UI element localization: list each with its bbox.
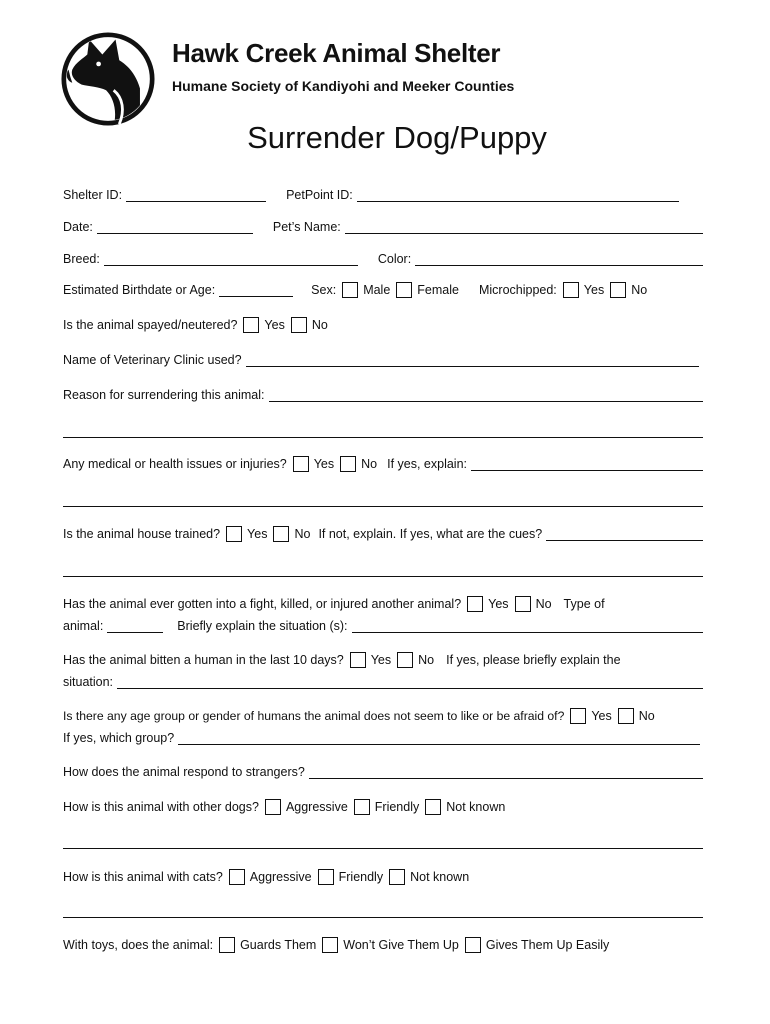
cats-question: How is this animal with cats? <box>63 870 223 884</box>
cats-not-known-checkbox[interactable] <box>389 869 405 885</box>
strangers-field[interactable] <box>309 764 703 779</box>
animal-type-field[interactable] <box>107 618 163 633</box>
cats-not-known-label: Not known <box>410 870 470 884</box>
birthdate-row <box>63 278 703 300</box>
medical-yes-label: Yes <box>313 457 335 471</box>
reason-field[interactable] <box>269 387 704 402</box>
fight-no-checkbox[interactable] <box>515 596 531 612</box>
bitten-no-label: No <box>418 653 435 667</box>
cats-aggressive-label: Aggressive <box>249 870 312 884</box>
medical-extra-line[interactable] <box>63 506 703 507</box>
reason-row <box>63 383 703 405</box>
date-row <box>63 215 703 237</box>
birthdate-field[interactable] <box>219 282 293 297</box>
situation-label: situation: <box>63 675 114 689</box>
pets-name-field[interactable] <box>345 219 703 234</box>
house-trained-extra-line[interactable] <box>63 576 703 577</box>
petpoint-id-field[interactable] <box>357 187 679 202</box>
gives-up-checkbox[interactable] <box>465 937 481 953</box>
microchipped-label: Microchipped: <box>478 283 557 297</box>
house-trained-question: Is the animal house trained? <box>63 527 221 541</box>
cats-row <box>63 865 703 887</box>
dogs-not-known-label: Not known <box>446 800 506 814</box>
birthdate-label: Estimated Birthdate or Age: <box>63 283 216 297</box>
house-trained-yes-checkbox[interactable] <box>226 526 242 542</box>
medical-yes-checkbox[interactable] <box>293 456 309 472</box>
shelter-id-field[interactable] <box>126 187 266 202</box>
fight-explain-field[interactable] <box>352 618 703 633</box>
color-field[interactable] <box>415 251 703 266</box>
bitten-yes-checkbox[interactable] <box>350 652 366 668</box>
male-label: Male <box>363 283 391 297</box>
medical-explain-label: If yes, explain: <box>387 457 468 471</box>
date-label: Date: <box>63 220 93 234</box>
breed-label: Breed: <box>63 252 100 266</box>
cats-friendly-checkbox[interactable] <box>318 869 334 885</box>
organization-name: Hawk Creek Animal Shelter <box>172 38 501 68</box>
strangers-row <box>63 760 703 782</box>
house-trained-row <box>63 522 703 544</box>
animal-label: animal: <box>63 619 104 633</box>
house-trained-no-checkbox[interactable] <box>273 526 289 542</box>
dogs-not-known-checkbox[interactable] <box>425 799 441 815</box>
house-trained-explain-field[interactable] <box>546 526 703 541</box>
dogs-aggressive-checkbox[interactable] <box>265 799 281 815</box>
reason-label: Reason for surrendering this animal: <box>63 388 265 402</box>
dogs-aggressive-label: Aggressive <box>285 800 348 814</box>
dogs-friendly-checkbox[interactable] <box>354 799 370 815</box>
fight-detail-row <box>63 614 703 636</box>
microchipped-no-checkbox[interactable] <box>610 282 626 298</box>
microchipped-yes-label: Yes <box>583 283 605 297</box>
spayed-yes-label: Yes <box>264 318 285 332</box>
wont-give-label: Won’t Give Them Up <box>343 938 459 952</box>
type-of-label: Type of <box>563 597 605 611</box>
briefly-explain-label: Briefly explain the situation (s): <box>177 619 348 633</box>
house-trained-explain-label: If not, explain. If yes, what are the cues? <box>318 527 543 541</box>
fight-row <box>63 592 703 614</box>
medical-no-label: No <box>361 457 378 471</box>
age-group-row <box>63 704 706 726</box>
situation-row <box>63 670 703 692</box>
fight-question: Has the animal ever gotten into a fight, killed, or injured another animal? <box>63 597 462 611</box>
pets-name-label: Pet’s Name: <box>272 220 341 234</box>
dogs-friendly-label: Friendly <box>374 800 420 814</box>
other-dogs-row <box>63 795 703 817</box>
wont-give-checkbox[interactable] <box>322 937 338 953</box>
medical-row <box>63 452 703 474</box>
strangers-question: How does the animal respond to strangers? <box>63 765 305 779</box>
age-group-no-label: No <box>638 709 655 723</box>
microchipped-yes-checkbox[interactable] <box>563 282 579 298</box>
toys-row <box>63 933 703 955</box>
breed-field[interactable] <box>104 251 358 266</box>
which-group-label: If yes, which group? <box>63 731 175 745</box>
id-row <box>63 183 703 205</box>
color-label: Color: <box>377 252 412 266</box>
organization-subtitle: Humane Society of Kandiyohi and Meeker Counties <box>172 78 515 94</box>
date-field[interactable] <box>97 219 253 234</box>
form-title: Surrender Dog/Puppy <box>247 120 547 155</box>
bitten-yes-label: Yes <box>370 653 392 667</box>
microchipped-no-label: No <box>631 283 648 297</box>
vet-clinic-label: Name of Veterinary Clinic used? <box>63 353 242 367</box>
breed-row <box>63 247 703 269</box>
petpoint-id-label: PetPoint ID: <box>286 188 353 202</box>
bitten-no-checkbox[interactable] <box>397 652 413 668</box>
which-group-row <box>63 726 700 748</box>
spayed-row <box>63 313 703 335</box>
female-label: Female <box>417 283 459 297</box>
age-group-question: Is there any age group or gender of humans the animal does not seem to like or be afraid of? <box>63 709 565 723</box>
cats-aggressive-checkbox[interactable] <box>229 869 245 885</box>
fight-no-label: No <box>535 597 552 611</box>
spayed-yes-checkbox[interactable] <box>243 317 259 333</box>
sex-label: Sex: <box>311 283 337 297</box>
medical-explain-field[interactable] <box>471 456 703 471</box>
medical-question: Any medical or health issues or injuries? <box>63 457 287 471</box>
which-group-field[interactable] <box>178 730 700 745</box>
female-checkbox[interactable] <box>396 282 412 298</box>
medical-no-checkbox[interactable] <box>340 456 356 472</box>
guards-them-checkbox[interactable] <box>219 937 235 953</box>
spayed-question: Is the animal spayed/neutered? <box>63 318 238 332</box>
other-dogs-question: How is this animal with other dogs? <box>63 800 259 814</box>
male-checkbox[interactable] <box>342 282 358 298</box>
vet-clinic-field[interactable] <box>246 352 699 367</box>
bitten-row <box>63 648 703 670</box>
bitten-explain-label: If yes, please briefly explain the <box>446 653 621 667</box>
reason-extra-line[interactable] <box>63 437 703 438</box>
spayed-no-checkbox[interactable] <box>291 317 307 333</box>
situation-field[interactable] <box>117 674 703 689</box>
house-trained-no-label: No <box>294 527 311 541</box>
spayed-no-label: No <box>311 318 328 332</box>
other-dogs-extra-line[interactable] <box>63 848 703 849</box>
bitten-question: Has the animal bitten a human in the last 10 days? <box>63 653 344 667</box>
vet-clinic-row <box>63 348 699 370</box>
age-group-no-checkbox[interactable] <box>618 708 634 724</box>
age-group-yes-checkbox[interactable] <box>570 708 586 724</box>
house-trained-yes-label: Yes <box>247 527 268 541</box>
shelter-id-label: Shelter ID: <box>63 188 123 202</box>
cats-extra-line[interactable] <box>63 917 703 918</box>
fight-yes-checkbox[interactable] <box>467 596 483 612</box>
age-group-yes-label: Yes <box>591 709 612 723</box>
guards-them-label: Guards Them <box>240 938 317 952</box>
gives-up-label: Gives Them Up Easily <box>485 938 610 952</box>
fight-yes-label: Yes <box>488 597 509 611</box>
cats-friendly-label: Friendly <box>338 870 384 884</box>
toys-question: With toys, does the animal: <box>63 938 214 952</box>
dog-cat-silhouette-logo-icon <box>61 32 155 126</box>
